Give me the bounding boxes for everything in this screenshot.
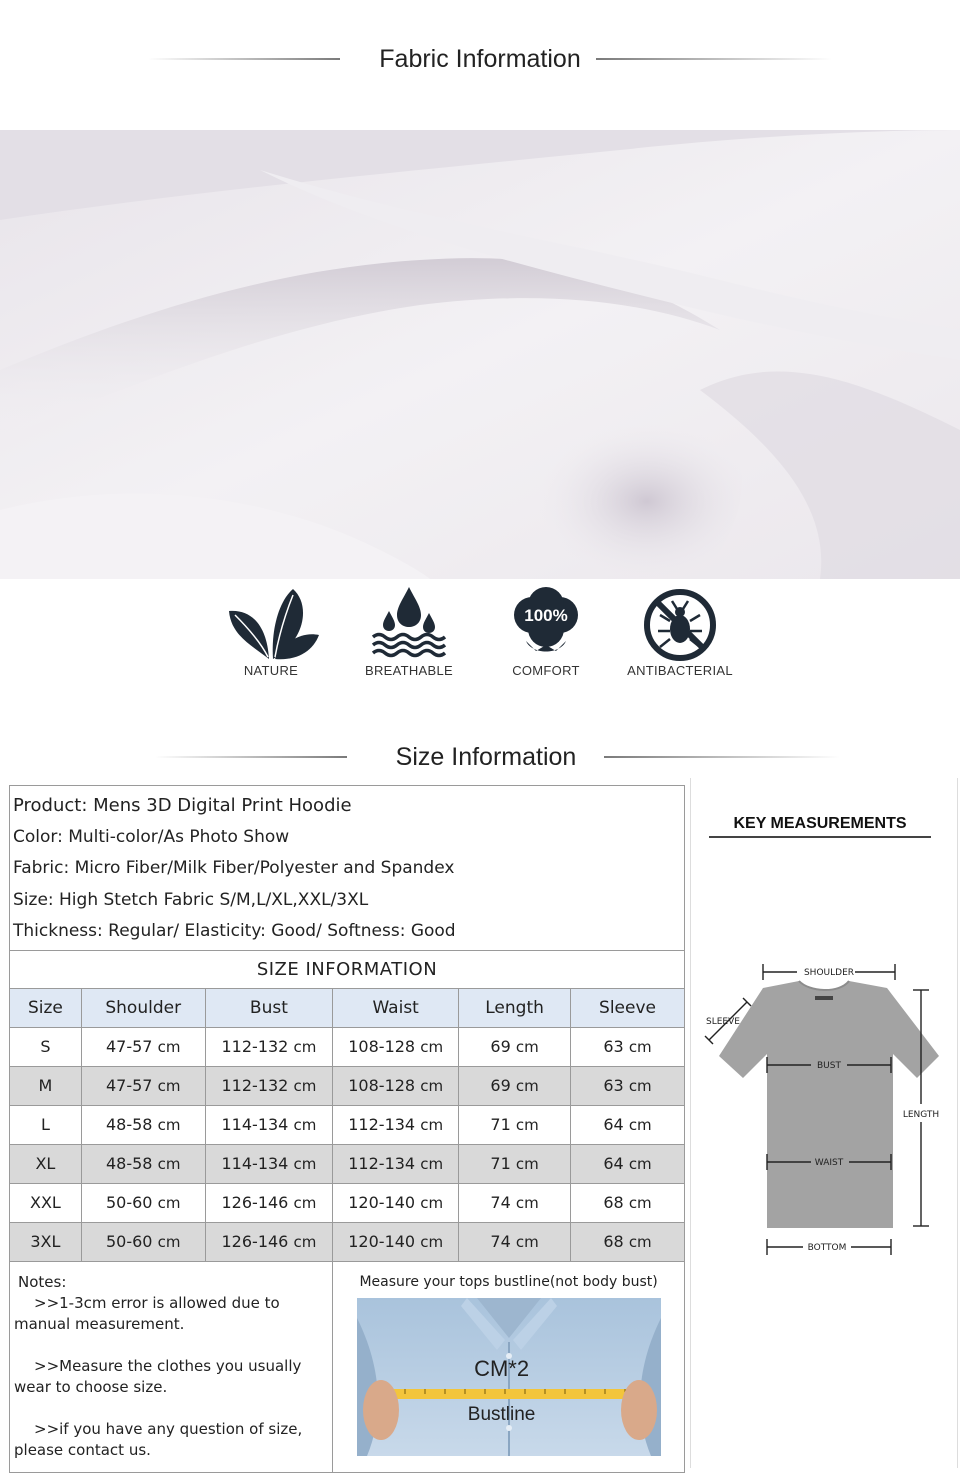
unit-label: cm: [628, 1038, 652, 1056]
cell-value: 126-146: [221, 1193, 289, 1212]
size-cell: [10, 1066, 82, 1105]
unit-label: cm: [293, 1116, 317, 1134]
measurement-cell: [205, 1144, 333, 1183]
cell-value: 112-134: [348, 1115, 416, 1134]
size-table-body: [10, 1027, 685, 1261]
cell-value: 64: [603, 1115, 624, 1134]
size-table-title: SIZE INFORMATION: [10, 950, 685, 988]
measurement-cell: [571, 1105, 685, 1144]
size-row: [10, 1183, 685, 1222]
measurement-cell: [205, 1183, 333, 1222]
feature-breathable-label: BREATHABLE: [364, 663, 453, 678]
fabric-section-header: [0, 39, 960, 79]
key-measurements-title: KEY MEASUREMENTS: [733, 815, 907, 832]
unit-label: cm: [157, 1155, 181, 1173]
feature-icons-row: [0, 585, 960, 685]
measurement-cell: [81, 1027, 205, 1066]
unit-label: cm: [157, 1116, 181, 1134]
unit-label: cm: [293, 1194, 317, 1212]
unit-label: cm: [628, 1155, 652, 1173]
cell-value: S: [40, 1037, 51, 1056]
cell-value: 112-132: [221, 1076, 289, 1095]
measurement-cell: [333, 1183, 459, 1222]
column-header: Size: [10, 988, 82, 1027]
measurement-cell: [205, 1105, 333, 1144]
cell-value: 74: [490, 1232, 511, 1251]
cell-value: 69: [490, 1037, 511, 1056]
cell-value: L: [40, 1115, 50, 1134]
measurement-cell: [81, 1183, 205, 1222]
cell-value: M: [38, 1076, 53, 1095]
unit-label: cm: [293, 1155, 317, 1173]
unit-label: cm: [515, 1077, 539, 1095]
notes-heading: Notes:: [18, 1272, 67, 1291]
column-header: Sleeve: [571, 988, 685, 1027]
unit-label: cm: [628, 1194, 652, 1212]
product-color: Color: Multi-color/As Photo Show: [13, 826, 290, 847]
cell-value: 112-132: [221, 1037, 289, 1056]
feature-antibacterial-label: ANTIBACTERIAL: [627, 663, 733, 678]
measurement-cell: [571, 1144, 685, 1183]
size-section-title: Size Information: [395, 743, 577, 771]
measurement-cell: [333, 1144, 459, 1183]
cell-value: 50-60: [105, 1193, 153, 1212]
unit-label: cm: [420, 1194, 444, 1212]
unit-label: cm: [420, 1038, 444, 1056]
measurement-cell: [333, 1066, 459, 1105]
notes-cell: [10, 1261, 333, 1472]
feature-nature: [206, 585, 336, 678]
size-section-header: [0, 737, 960, 777]
measurement-cell: [459, 1183, 571, 1222]
measurement-cell: [459, 1144, 571, 1183]
unit-label: cm: [515, 1116, 539, 1134]
measurement-cell: [81, 1066, 205, 1105]
product-name: Product: Mens 3D Digital Print Hoodie: [13, 795, 352, 816]
unit-label: cm: [157, 1194, 181, 1212]
measurement-cell: [81, 1144, 205, 1183]
feature-nature-label: NATURE: [243, 663, 299, 678]
unit-label: cm: [515, 1194, 539, 1212]
shoulder-label: SHOULDER: [803, 968, 855, 978]
unit-label: cm: [515, 1233, 539, 1251]
size-cell: [10, 1027, 82, 1066]
unit-label: cm: [157, 1077, 181, 1095]
measurement-cell: [205, 1066, 333, 1105]
cell-value: 50-60: [105, 1232, 153, 1251]
cell-value: 114-134: [221, 1154, 289, 1173]
measurement-cell: [459, 1222, 571, 1261]
unit-label: cm: [157, 1038, 181, 1056]
waist-label: WAIST: [814, 1158, 844, 1168]
measurement-cell: [81, 1105, 205, 1144]
unit-label: cm: [628, 1116, 652, 1134]
tshirt-diagram: [691, 778, 957, 1468]
bustline-photo: [357, 1298, 661, 1456]
cell-value: 114-134: [221, 1115, 289, 1134]
fabric-section-title: Fabric Information: [379, 45, 581, 73]
column-header: Shoulder: [81, 988, 205, 1027]
feature-breathable: [344, 585, 474, 678]
bottom-label: BOTTOM: [807, 1243, 847, 1253]
note-item: >>1-3cm error is allowed due to manual measurement.: [14, 1293, 280, 1333]
leaves-icon: [206, 585, 336, 661]
measurement-cell: [571, 1027, 685, 1066]
cell-value: 64: [603, 1154, 624, 1173]
size-cell: [10, 1183, 82, 1222]
measurement-cell: [81, 1222, 205, 1261]
column-header: Length: [459, 988, 571, 1027]
measurement-cell: [333, 1027, 459, 1066]
cell-value: XL: [35, 1154, 56, 1173]
measurement-cell: [571, 1222, 685, 1261]
unit-label: cm: [420, 1116, 444, 1134]
product-thickness: Thickness: Regular/ Elasticity: Good/ Softness: Good: [13, 921, 456, 941]
cell-value: 48-58: [105, 1154, 153, 1173]
size-cell: [10, 1105, 82, 1144]
product-info-cell: [10, 786, 685, 951]
measurement-cell: [333, 1222, 459, 1261]
unit-label: cm: [157, 1233, 181, 1251]
cell-value: 68: [603, 1232, 624, 1251]
size-row: [10, 1066, 685, 1105]
unit-label: cm: [420, 1233, 444, 1251]
header-divider-right: [604, 756, 840, 758]
cell-value: 120-140: [348, 1232, 416, 1251]
cell-value: 71: [490, 1115, 511, 1134]
notes-row: [10, 1261, 685, 1472]
measurement-cell: [571, 1183, 685, 1222]
cell-value: 71: [490, 1154, 511, 1173]
header-divider-right: [596, 58, 832, 60]
sleeve-label: SLEEVE: [706, 1017, 740, 1027]
cell-value: 108-128: [348, 1076, 416, 1095]
unit-label: cm: [293, 1038, 317, 1056]
cell-value: 48-58: [105, 1115, 153, 1134]
measurement-cell: [459, 1105, 571, 1144]
cell-value: 74: [490, 1193, 511, 1212]
key-measurements-panel: [690, 778, 958, 1468]
measurement-cell: [205, 1222, 333, 1261]
note-item: >>if you have any question of size, please contact us.: [14, 1419, 303, 1459]
size-table: [9, 785, 685, 1473]
cell-value: 63: [603, 1037, 624, 1056]
feature-antibacterial: [615, 585, 745, 678]
size-row: [10, 1105, 685, 1144]
cell-value: 69: [490, 1076, 511, 1095]
unit-label: cm: [515, 1038, 539, 1056]
size-table-title-row: [10, 950, 685, 988]
unit-label: cm: [293, 1077, 317, 1095]
measurement-cell: [571, 1066, 685, 1105]
cell-value: 3XL: [30, 1232, 61, 1251]
unit-label: cm: [420, 1155, 444, 1173]
product-info-row: [10, 786, 685, 951]
measurement-cell: [459, 1027, 571, 1066]
size-row: [10, 1027, 685, 1066]
cotton-boll-icon: [481, 585, 611, 661]
measure-caption: Measure your tops bustline(not body bust): [359, 1273, 658, 1290]
cell-value: 63: [603, 1076, 624, 1095]
cell-value: 126-146: [221, 1232, 289, 1251]
unit-label: cm: [420, 1077, 444, 1095]
cell-value: 47-57: [105, 1076, 153, 1095]
product-fabric: Fabric: Micro Fiber/Milk Fiber/Polyester and Spandex: [13, 858, 455, 878]
measurement-cell: [333, 1105, 459, 1144]
unit-label: cm: [628, 1077, 652, 1095]
cell-value: 108-128: [348, 1037, 416, 1056]
bustline-overlay-top: CM*2: [474, 1355, 530, 1381]
measure-cell: [333, 1261, 685, 1472]
note-item: >>Measure the clothes you usually wear to choose size.: [14, 1356, 302, 1396]
water-drop-waves-icon: [344, 585, 474, 661]
measurement-cell: [205, 1027, 333, 1066]
cell-value: XXL: [29, 1193, 61, 1212]
cell-value: 120-140: [348, 1193, 416, 1212]
no-bug-icon: [615, 585, 745, 661]
comfort-badge-text: 100%: [524, 606, 568, 625]
tshirt-shape: [719, 981, 939, 1228]
size-table-header: [10, 988, 685, 1027]
feature-comfort: [481, 585, 611, 678]
size-row: [10, 1144, 685, 1183]
length-label: LENGTH: [902, 1110, 940, 1120]
measurement-cell: [459, 1066, 571, 1105]
column-header: Bust: [205, 988, 333, 1027]
fabric-photo: [0, 130, 960, 579]
column-header: Waist: [333, 988, 459, 1027]
unit-label: cm: [515, 1155, 539, 1173]
product-size: Size: High Stetch Fabric S/M,L/XL,XXL/3XL: [13, 889, 369, 910]
bustline-overlay-bottom: Bustline: [467, 1403, 536, 1425]
cell-value: 68: [603, 1193, 624, 1212]
cell-value: 47-57: [105, 1037, 153, 1056]
bust-label: BUST: [817, 1061, 841, 1071]
size-cell: [10, 1222, 82, 1261]
size-cell: [10, 1144, 82, 1183]
cell-value: 112-134: [348, 1154, 416, 1173]
unit-label: cm: [293, 1233, 317, 1251]
size-row: [10, 1222, 685, 1261]
unit-label: cm: [628, 1233, 652, 1251]
feature-comfort-label: COMFORT: [512, 663, 580, 678]
